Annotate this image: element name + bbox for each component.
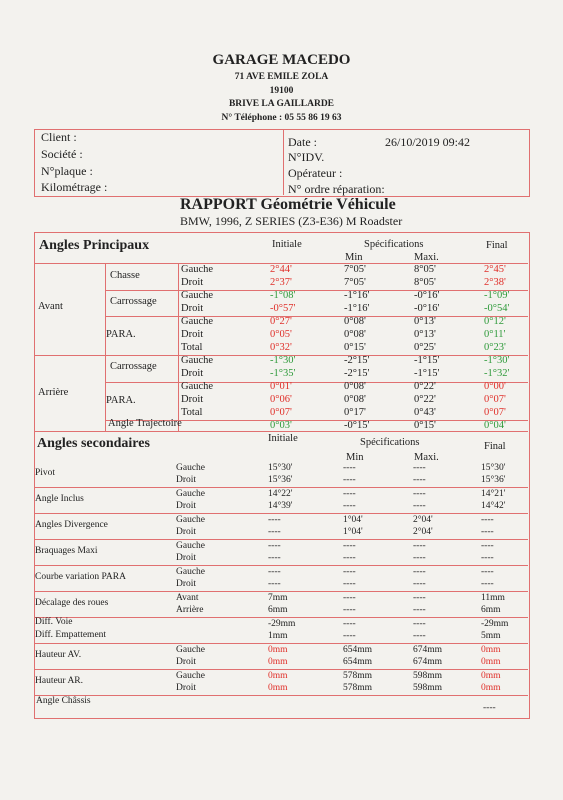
main-row-initiale: 0°32' — [270, 342, 292, 353]
sec-row-i2: 0mm — [268, 657, 288, 667]
sec-row-s2: Droit — [176, 501, 197, 511]
sec-row-mx1: ---- — [413, 567, 426, 577]
report-title: RAPPORT Géométrie Véhicule — [180, 196, 396, 213]
main-row-final: 2°45' — [484, 264, 506, 275]
sec-row-f1: 0mm — [481, 671, 501, 681]
sec-row-name: Pivot — [35, 468, 56, 478]
main-row-side: Total — [181, 342, 203, 353]
sec-row-name: Angles Divergence — [35, 520, 108, 530]
main-min-header: Min — [345, 252, 363, 263]
sec-row-mx1: 598mm — [413, 671, 443, 681]
sec-row-mx2: 598mm — [413, 683, 443, 693]
main-row-side: Gauche — [181, 381, 214, 392]
sec-row-i1: ---- — [268, 515, 281, 525]
sec-row-f2: 6mm — [481, 605, 501, 615]
main-row-side: Gauche — [181, 264, 214, 275]
sec-row-mx1: ---- — [413, 619, 426, 629]
date-label: Date : — [288, 135, 317, 149]
sec-row-i2: 0mm — [268, 683, 288, 693]
societe-label: Société : — [41, 147, 83, 161]
main-row-final: 0°11' — [484, 329, 506, 340]
angle-chassis-final: ---- — [483, 703, 496, 713]
sec-row-mx2: ---- — [413, 579, 426, 589]
sec-row-s2: Droit — [176, 553, 197, 563]
main-row-min: 7°05' — [344, 264, 366, 275]
sec-row-name: Hauteur AV. — [35, 650, 82, 660]
main-row-side: Droit — [181, 277, 204, 288]
avant-label: Avant — [38, 301, 63, 312]
sec-row-divider — [34, 513, 528, 514]
main-specs-header: Spécifications — [364, 239, 424, 250]
date-value: 26/10/2019 09:42 — [385, 135, 471, 149]
sec-row-i1: ---- — [268, 567, 281, 577]
sec-row-f2: 0mm — [481, 683, 501, 693]
main-row-initiale: -0°57' — [270, 303, 296, 314]
main-row-max: 0°22' — [414, 394, 436, 405]
sec-row-i1: 14°22' — [268, 489, 293, 499]
main-row-initiale: 0°27' — [270, 316, 292, 327]
sec-row-mx2: ---- — [413, 553, 426, 563]
main-row-max: 8°05' — [414, 264, 436, 275]
main-row-side: Droit — [181, 368, 204, 379]
main-row-min: 7°05' — [344, 277, 366, 288]
sec-row-f2: 15°36' — [481, 475, 506, 485]
main-row-min: -2°15' — [344, 355, 370, 366]
main-row-group: Chasse — [110, 270, 140, 281]
sec-row-s1: Avant — [176, 593, 199, 603]
sec-row-mn1: ---- — [343, 593, 356, 603]
sec-row-mx1: ---- — [413, 489, 426, 499]
operateur-label: Opérateur : — [288, 166, 343, 180]
sec-row-name: Diff. Voie — [35, 617, 73, 627]
sec-row-s2: Droit — [176, 657, 197, 667]
sec-row-f2: ---- — [481, 527, 494, 537]
main-row-group: PARA. — [106, 329, 136, 340]
main-row-initiale: -1°35' — [270, 368, 296, 379]
main-row-min: 0°08' — [344, 329, 366, 340]
main-row-max: 0°15' — [414, 420, 436, 431]
sec-row-s1: Gauche — [176, 489, 206, 499]
sec-row-divider — [34, 591, 528, 592]
sec-row-i2: ---- — [268, 579, 281, 589]
sec-row-mx1: ---- — [413, 593, 426, 603]
main-initiale-header: Initiale — [272, 239, 302, 250]
sec-row-s2: Droit — [176, 579, 197, 589]
main-row-max: -0°16' — [414, 290, 440, 301]
sec-row-i1: 7mm — [268, 593, 288, 603]
sec-row-mn2: ---- — [343, 475, 356, 485]
main-final-header: Final — [486, 240, 508, 251]
main-row-group: Carrossage — [110, 361, 157, 372]
main-row-final: 0°07' — [484, 407, 506, 418]
client-label: Client : — [41, 130, 77, 144]
main-row-final: -1°09' — [484, 290, 510, 301]
sec-row-f2: ---- — [481, 579, 494, 589]
main-heading: Angles Principaux — [39, 238, 150, 253]
sec-row-i2: 1mm — [268, 631, 288, 641]
sec-row-mn1: 578mm — [343, 671, 373, 681]
main-row-initiale: -1°30' — [270, 355, 296, 366]
main-row-min: 0°15' — [344, 342, 366, 353]
main-row-side: Gauche — [181, 355, 214, 366]
sec-row-mn1: ---- — [343, 567, 356, 577]
main-row-side: Droit — [181, 303, 204, 314]
sec-row-mn2: 578mm — [343, 683, 373, 693]
main-row-max: -1°15' — [414, 355, 440, 366]
idv-label: N°IDV. — [288, 150, 325, 164]
main-row-min: 0°08' — [344, 316, 366, 327]
sec-row-mx2: ---- — [413, 605, 426, 615]
sec-row-f1: 11mm — [481, 593, 505, 603]
sec-row-divider — [34, 539, 528, 540]
sec-row-name: Décalage des roues — [35, 598, 109, 608]
sec-row-mx2: 674mm — [413, 657, 443, 667]
sec-row-i2: 6mm — [268, 605, 288, 615]
main-row-final: 0°12' — [484, 316, 506, 327]
sec-row-divider — [34, 617, 528, 618]
main-row-side: Droit — [181, 394, 204, 405]
sec-row-mx2: ---- — [413, 475, 426, 485]
main-row-min: 0°08' — [344, 381, 366, 392]
vehicle-name: BMW, 1996, Z SERIES (Z3-E36) M Roadster — [180, 214, 403, 228]
sec-row-s1: Gauche — [176, 515, 206, 525]
sec-final-header: Final — [484, 441, 506, 452]
sec-row-name-2: Diff. Empattement — [35, 630, 107, 640]
main-row-initiale: 0°03' — [270, 420, 292, 431]
main-row-group: Carrossage — [110, 296, 157, 307]
sec-maxi-header: Maxi. — [414, 452, 439, 463]
sec-row-mn2: ---- — [343, 631, 356, 641]
sec-row-mn2: ---- — [343, 553, 356, 563]
arriere-label: Arrière — [38, 387, 69, 398]
main-row-min: -1°16' — [344, 290, 370, 301]
sec-min-header: Min — [346, 452, 364, 463]
main-row-min: 0°17' — [344, 407, 366, 418]
main-row-final: 0°04' — [484, 420, 506, 431]
main-row-final: 0°07' — [484, 394, 506, 405]
sec-row-name: Courbe variation PARA — [35, 572, 126, 582]
sec-row-f2: 5mm — [481, 631, 501, 641]
sec-row-mn1: ---- — [343, 619, 356, 629]
main-row-final: -0°54' — [484, 303, 510, 314]
main-row-min: -0°15' — [344, 420, 370, 431]
sec-row-s1: Gauche — [176, 645, 206, 655]
sec-row-s1: Gauche — [176, 567, 206, 577]
sec-row-s1: Gauche — [176, 463, 206, 473]
postcode: 19100 — [269, 86, 294, 96]
main-row-side: Gauche — [181, 290, 214, 301]
sec-row-mx2: ---- — [413, 501, 426, 511]
sec-row-i1: 0mm — [268, 645, 288, 655]
sec-row-s1: Gauche — [176, 541, 206, 551]
main-row-max: 0°13' — [414, 329, 436, 340]
main-row-final: 0°23' — [484, 342, 506, 353]
sec-row-divider — [34, 669, 528, 670]
sec-row-f2: 0mm — [481, 657, 501, 667]
main-row-min: -2°15' — [344, 368, 370, 379]
main-row-final: 0°00' — [484, 381, 506, 392]
sec-row-f1: ---- — [481, 515, 494, 525]
main-row-max: 0°25' — [414, 342, 436, 353]
sec-row-mx1: 2°04' — [413, 515, 433, 525]
main-row-max: 8°05' — [414, 277, 436, 288]
main-row-max: -1°15' — [414, 368, 440, 379]
main-row-side: Droit — [181, 329, 204, 340]
sec-row-mx1: ---- — [413, 463, 426, 473]
sec-row-f2: ---- — [481, 553, 494, 563]
sec-row-divider — [34, 565, 528, 566]
sec-row-s2: Droit — [176, 475, 197, 485]
sec-row-mx1: ---- — [413, 541, 426, 551]
sec-row-mn1: 654mm — [343, 645, 373, 655]
ordre-label: N° ordre réparation: — [288, 182, 385, 196]
address: 71 AVE EMILE ZOLA — [234, 72, 329, 82]
sec-row-mx1: 674mm — [413, 645, 443, 655]
sec-row-divider — [34, 487, 528, 488]
sec-row-name: Braquages Maxi — [35, 546, 98, 556]
sec-row-mn2: ---- — [343, 501, 356, 511]
plaque-label: N°plaque : — [41, 164, 93, 178]
sec-row-s2: Droit — [176, 683, 197, 693]
angle-chassis-label: Angle Châssis — [36, 696, 91, 706]
sec-row-mx2: 2°04' — [413, 527, 433, 537]
sec-row-name: Angle Inclus — [35, 494, 84, 504]
sec-row-mn2: ---- — [343, 579, 356, 589]
main-row-max: -0°16' — [414, 303, 440, 314]
sec-row-i2: 15°36' — [268, 475, 293, 485]
sec-initiale-header: Initiale — [268, 433, 298, 444]
main-row-initiale: -1°08' — [270, 290, 296, 301]
main-row-initiale: 2°44' — [270, 264, 292, 275]
main-row-max: 0°22' — [414, 381, 436, 392]
main-row-initiale: 0°06' — [270, 394, 292, 405]
main-row-side: Total — [181, 407, 203, 418]
sec-row-mn2: 654mm — [343, 657, 373, 667]
main-row-final: -1°30' — [484, 355, 510, 366]
sec-row-i1: 15°30' — [268, 463, 293, 473]
sec-row-f1: ---- — [481, 567, 494, 577]
sec-row-f2: 14°42' — [481, 501, 506, 511]
sec-row-f1: 0mm — [481, 645, 501, 655]
main-row-min: -1°16' — [344, 303, 370, 314]
main-row-min: 0°08' — [344, 394, 366, 405]
secondary-heading: Angles secondaires — [37, 436, 150, 451]
sec-row-s2: Droit — [176, 527, 197, 537]
main-row-final: -1°32' — [484, 368, 510, 379]
main-row-max: 0°43' — [414, 407, 436, 418]
sec-row-mn1: ---- — [343, 541, 356, 551]
sec-row-mn2: 1°04' — [343, 527, 363, 537]
sec-row-i1: 0mm — [268, 671, 288, 681]
sec-row-divider — [34, 643, 528, 644]
main-row-side: Gauche — [181, 316, 214, 327]
sec-row-mx2: ---- — [413, 631, 426, 641]
main-row-group: Angle Trajectoire — [108, 418, 182, 429]
sec-row-f1: ---- — [481, 541, 494, 551]
main-row-initiale: 0°05' — [270, 329, 292, 340]
sec-row-divider — [34, 695, 528, 696]
sec-row-s2: Arrière — [176, 605, 204, 615]
sec-row-i1: ---- — [268, 541, 281, 551]
sec-row-i2: 14°39' — [268, 501, 293, 511]
main-row-max: 0°13' — [414, 316, 436, 327]
main-maxi-header: Maxi. — [414, 252, 439, 263]
main-row-initiale: 2°37' — [270, 277, 292, 288]
sec-row-i2: ---- — [268, 553, 281, 563]
garage-name: GARAGE MACEDO — [212, 52, 351, 68]
phone: N° Téléphone : 05 55 86 19 63 — [221, 113, 342, 123]
city: BRIVE LA GAILLARDE — [228, 99, 335, 109]
main-row-initiale: 0°07' — [270, 407, 292, 418]
sec-row-mn1: ---- — [343, 463, 356, 473]
sec-row-name: Hauteur AR. — [35, 676, 84, 686]
sec-row-f1: 15°30' — [481, 463, 506, 473]
main-row-initiale: 0°01' — [270, 381, 292, 392]
sec-row-i1: -29mm — [268, 619, 296, 629]
main-row-final: 2°38' — [484, 277, 506, 288]
sec-row-f1: -29mm — [481, 619, 509, 629]
sec-row-s1: Gauche — [176, 671, 206, 681]
sec-row-mn2: ---- — [343, 605, 356, 615]
km-label: Kilométrage : — [41, 180, 108, 194]
main-row-group: PARA. — [106, 395, 136, 406]
sec-row-i2: ---- — [268, 527, 281, 537]
sec-specs-header: Spécifications — [360, 437, 420, 448]
sec-row-mn1: ---- — [343, 489, 356, 499]
sec-row-mn1: 1°04' — [343, 515, 363, 525]
sec-row-f1: 14°21' — [481, 489, 506, 499]
